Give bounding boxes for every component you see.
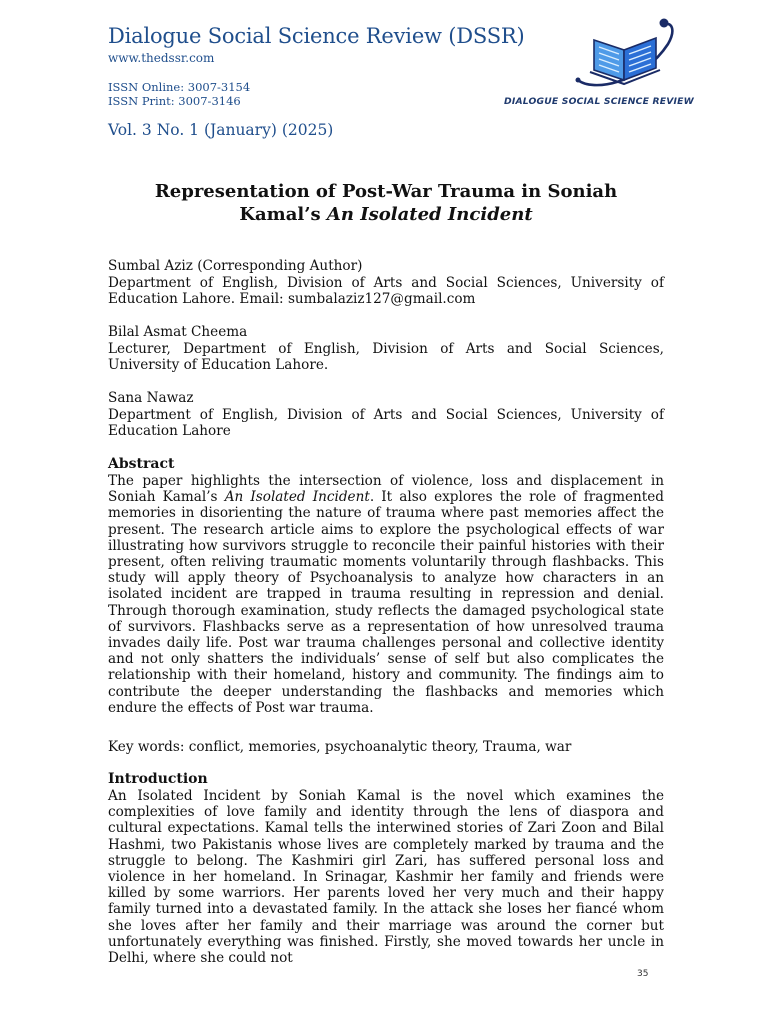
author-name: Sumbal Aziz (Corresponding Author) [108, 258, 363, 274]
issn-print: ISSN Print: 3007-3146 [108, 94, 241, 108]
title-line-2-prefix: Kamal’s [239, 204, 327, 225]
title-line-1: Representation of Post-War Trauma in Soniah [154, 181, 618, 202]
introduction-text: An Isolated Incident by Soniah Kamal is the novel which examines the complexities of love family and identity through the lens of diaspora and cultural expectations. Kamal tells the interwined stories of Zari Zoon and Bilal Hashmi, two Pakistanis whose lives are completely marked by trauma and the struggle to belong. The Kashmiri girl Zari, has suffered personal loss and violence in her homeland. In Srinagar, Kashmir her family and friends were killed by some warriors. Her parents loved her very much and their happy family turned into a devastated family. In the attack she loses her fiancé whom she loves after her family and their marriage was around the corner but unfortunately everything was finished. Firstly, she moved towards her uncle in Delhi, where she could not [108, 788, 664, 967]
author-affiliation: Department of English, Division of Arts and Social Sciences, University of Education Lahore [108, 406, 664, 440]
author-name: Bilal Asmat Cheema [108, 324, 248, 340]
abstract-text-end: . It also explores the role of fragmented memories in disorienting the nature of trauma where past memories affect the present. The research article aims to explore the psychological effects of war illustrating how survivors struggle to reconcile their painful histories with their present, often reliving traumatic moments voluntarily through flashbacks. This study will apply theory of Psychoanalysis to analyze how characters in an isolated incident are trapped in trauma resulting in repression and denial. Through thorough examination, study reflects the damaged psychological state of survivors. Flashbacks serve as a representation of how unresolved trauma invades daily life. Post war trauma challenges personal and collective identity and not only shatters the individuals’ sense of self but also complicates the relationship with their homeland, history and community. The findings aim to contribute the deeper understanding the flashbacks and memories which endure the effects of Post war trauma. [108, 489, 664, 716]
author-block [108, 390, 664, 440]
logo-caption: DIALOGUE SOCIAL SCIENCE REVIEW [504, 96, 694, 107]
journal-logo-icon [572, 14, 682, 94]
volume-issue: Vol. 3 No. 1 (January) (2025) [108, 121, 334, 139]
issn-online: ISSN Online: 3007-3154 [108, 80, 251, 94]
introduction-heading: Introduction [108, 771, 208, 787]
abstract-text-start: The paper highlights the intersection of violence, loss and displacement in Soniah Kamal’s [108, 473, 664, 506]
author-affiliation: Department of English, Division of Arts and Social Sciences, University of Education Lahore. Email: sumbalaziz127@gmail.com [108, 274, 664, 308]
author-block [108, 324, 664, 374]
author-name: Sana Nawaz [108, 390, 194, 406]
journal-url[interactable]: www.thedssr.com [108, 51, 215, 65]
author-affiliation: Lecturer, Department of English, Division of Arts and Social Sciences, University of Education Lahore. [108, 340, 664, 374]
title-line-2-italic: An Isolated Incident [326, 204, 533, 225]
keywords: Key words: conflict, memories, psychoanalytic theory, Trauma, war [108, 739, 572, 755]
page-number: 35 [637, 969, 649, 979]
abstract-text [108, 473, 664, 716]
author-block [108, 258, 664, 308]
abstract-heading: Abstract [108, 456, 175, 472]
journal-title: Dialogue Social Science Review (DSSR) [108, 24, 525, 48]
paper-title [100, 180, 672, 226]
abstract-text-italic: An Isolated Incident [224, 489, 370, 506]
